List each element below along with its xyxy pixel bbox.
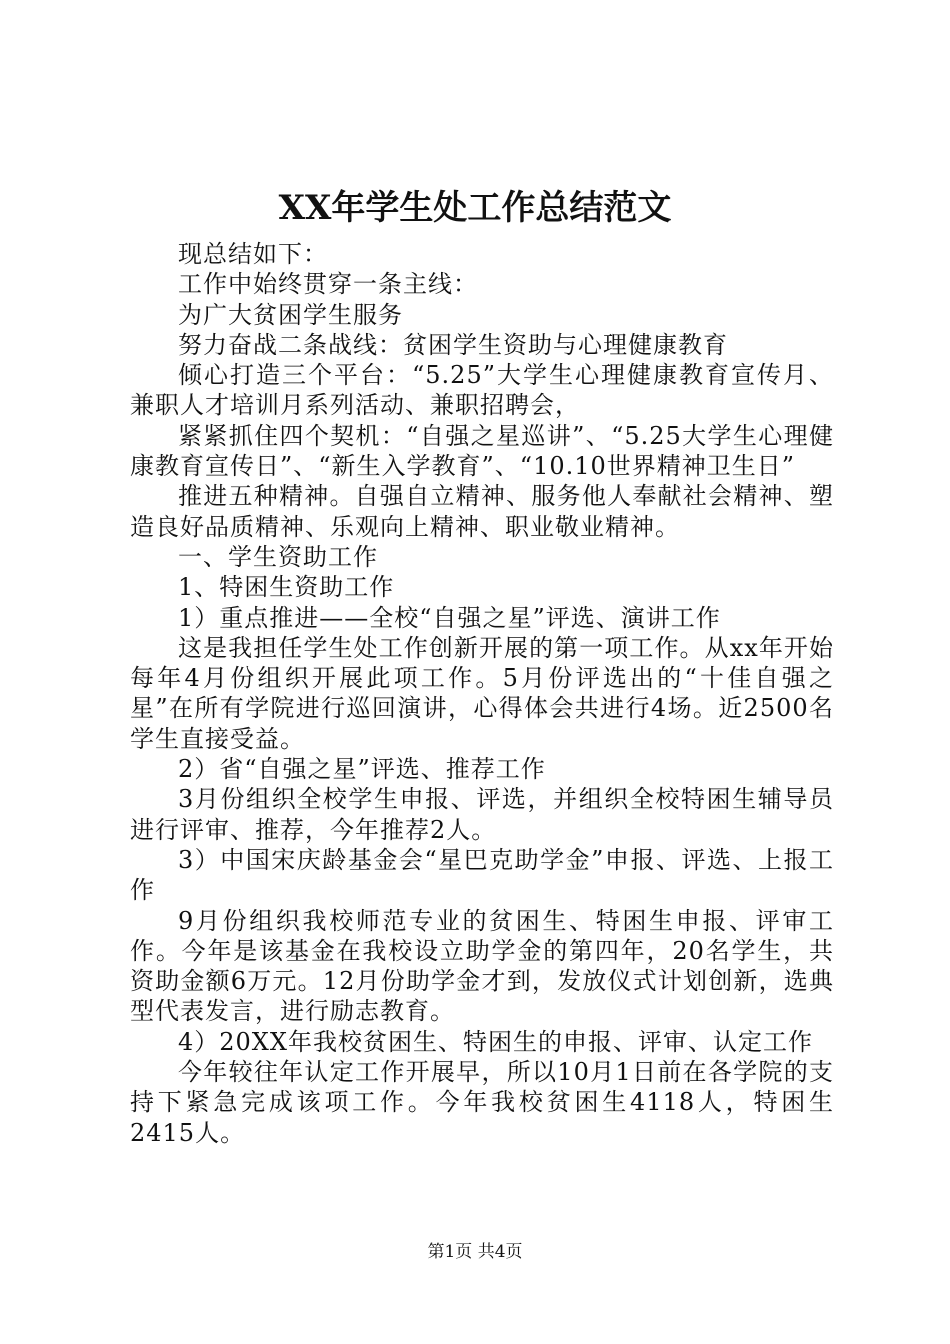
paragraph: 为广大贫困学生服务 [178,300,403,329]
section-heading: 一、学生资助工作 [178,542,378,571]
item-heading: 4）20XX年我校贫困生、特困生的申报、评审、认定工作 [178,1027,813,1056]
paragraph: 工作中始终贯穿一条主线： [178,270,478,299]
paragraph: 紧紧抓住四个契机：“自强之星巡讲”、“5.25大学生心理健康教育宣传日”、“新生入学教育”、“10.10世界精神卫生日” [130,421,834,481]
paragraph: 这是我担任学生处工作创新开展的第一项工作。从xx年开始每年4月份组织开展此项工作。5月份评选出的“十佳自强之星”在所有学院进行巡回演讲，心得体会共进行4场。近2500名学生直接受益。 [130,633,834,753]
item-heading: 2）省“自强之星”评选、推荐工作 [178,755,546,784]
item-heading: 1）重点推进——全校“自强之星”评选、演讲工作 [178,603,721,632]
paragraph: 3月份组织全校学生申报、评选，并组织全校特困生辅导员进行评审、推荐，今年推荐2人。 [130,785,834,844]
paragraph: 9月份组织我校师范专业的贫困生、特困生申报、评审工作。今年是该基金在我校设立助学金的第四年，20名学生，共资助金额6万元。12月份助学金才到，发放仪式计划创新，选典型代表发言，进行励志教育。 [130,906,834,1026]
paragraph: 现总结如下： [178,240,328,268]
document-title: XX年学生处工作总结范文 [278,188,672,228]
page-footer: 第1页 共4页 [427,1242,523,1262]
paragraph: 今年较往年认定工作开展早，所以10月1日前在各学院的支持下紧急完成该项工作。今年我校贫困生4118人，特困生2415人。 [130,1058,834,1147]
subsection-heading: 1、特困生资助工作 [178,573,395,602]
item-heading: 3）中国宋庆龄基金会“星巴克助学金”申报、评选、上报工作 [130,845,834,905]
paragraph: 推进五种精神。自强自立精神、服务他人奉献社会精神、塑造良好品质精神、乐观向上精神、职业敬业精神。 [130,482,834,541]
document-body [130,239,834,1148]
paragraph: 努力奋战二条战线：贫困学生资助与心理健康教育 [178,330,728,359]
paragraph: 倾心打造三个平台：“5.25”大学生心理健康教育宣传月、兼职人才培训月系列活动、兼职招聘会， [130,361,834,420]
